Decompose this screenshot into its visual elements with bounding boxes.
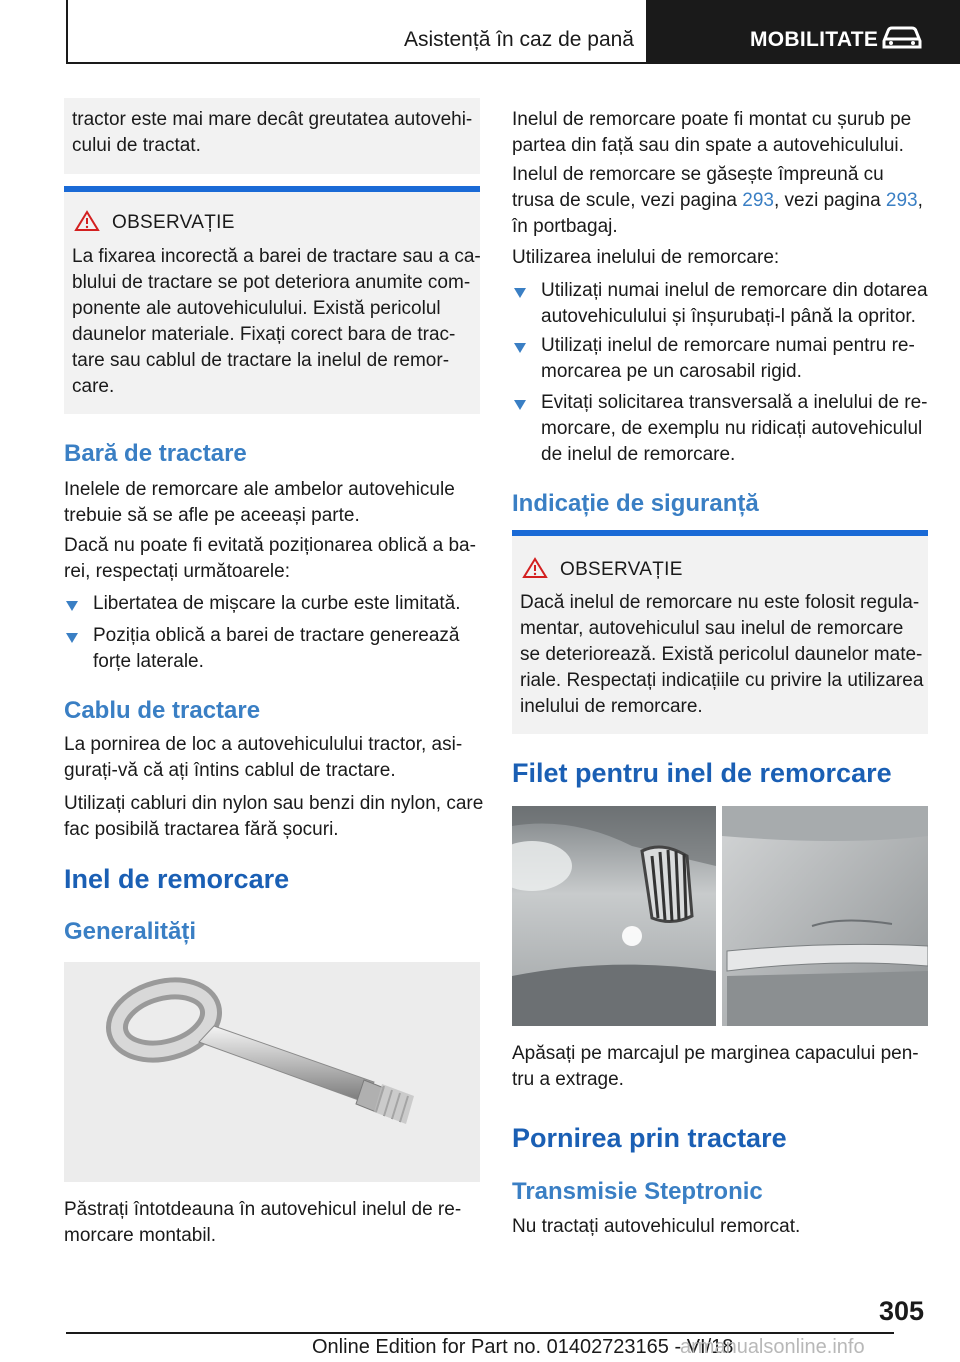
bara-p1-line: trebuie să se afle pe aceeași parte. xyxy=(64,505,360,526)
right-list-item: morcarea pe un carosabil rigid. xyxy=(541,361,802,382)
cablu-p1-line: gurați-vă că ați întins cablul de tractare. xyxy=(64,760,396,781)
warning2-line: inelului de remorcare. xyxy=(520,696,703,717)
bara-p1-line: Inelele de remorcare ale ambelor autovehicule xyxy=(64,479,455,500)
right-p1-line: Inelul de remorcare poate fi montat cu șurub pe xyxy=(512,109,912,130)
warning-title-2: OBSERVAȚIE xyxy=(560,559,683,580)
cablu-heading: Cablu de tractare xyxy=(64,697,261,724)
category-label: MOBILITATE xyxy=(750,28,879,51)
edition-text: Online Edition for Part no. 01402723165 - VI/18 xyxy=(312,1336,734,1358)
filet-caption-line: Apăsați pe marcajul pe marginea capacului pen- xyxy=(512,1043,919,1064)
bullet-triangle-icon xyxy=(66,633,78,643)
warning2-line: mentar, autovehiculul sau inelul de remorcare xyxy=(520,618,904,639)
warning1-line: care. xyxy=(72,376,115,397)
top-note-line-2: cului de tractat. xyxy=(72,135,201,156)
warning1-line: daunelor materiale. Fixați corect bara de trac- xyxy=(72,324,456,345)
generalitati-heading: Generalități xyxy=(64,918,197,945)
p2-text: , vezi pagina xyxy=(773,190,886,211)
page-link[interactable]: 293 xyxy=(742,190,774,211)
warning2-line: riale. Respectați indicațiile cu privire la utilizarea xyxy=(520,670,924,691)
right-p2-line: în portbagaj. xyxy=(512,216,618,237)
p2-text: trusa de scule, vezi pagina xyxy=(512,190,743,211)
filet-caption-line: tru a extrage. xyxy=(512,1069,624,1090)
cablu-p2-line: fac posibilă tractarea fără șocuri. xyxy=(64,819,339,840)
warning-icon xyxy=(74,210,100,232)
page-number: 305 xyxy=(878,1296,924,1326)
right-p2-line: Inelul de remorcare se găsește împreună cu xyxy=(512,164,884,185)
section-title: Asistență în caz de pană xyxy=(404,28,634,51)
warning-title-1: OBSERVAȚIE xyxy=(112,212,235,233)
header-section-box xyxy=(66,0,648,64)
right-p2-line-links xyxy=(512,188,923,213)
right-list-item: Evitați solicitarea transversală a inelului de re- xyxy=(541,392,928,413)
right-list-item: Utilizați numai inelul de remorcare din dotarea xyxy=(541,280,928,301)
bara-p2-line: rei, respectați următoarele: xyxy=(64,561,290,582)
inel-heading: Inel de remorcare xyxy=(64,864,290,894)
bumper-photo xyxy=(512,806,928,1026)
car-icon xyxy=(880,25,924,51)
filet-heading: Filet pentru inel de remorcare xyxy=(512,758,892,788)
right-p1-line: partea din față sau din spate a autovehiculului. xyxy=(512,135,904,156)
pornire-heading: Pornirea prin tractare xyxy=(512,1123,787,1153)
warning1-line: blului de tractare se pot deteriora anumite com- xyxy=(72,272,471,293)
right-p3: Utilizarea inelului de remorcare: xyxy=(512,247,780,268)
bara-p2-line: Dacă nu poate fi evitată poziționarea oblică a ba- xyxy=(64,535,476,556)
right-list-item: de inelul de remorcare. xyxy=(541,444,736,465)
footer-divider xyxy=(66,1332,894,1334)
bullet-triangle-icon xyxy=(514,400,526,410)
right-list-item: morcare, de exemplu nu ridicați autovehiculul xyxy=(541,418,923,439)
watermark: armanualsonline.info xyxy=(680,1336,865,1358)
right-list-item: Utilizați inelul de remorcare numai pentru re- xyxy=(541,335,915,356)
top-note-line-1: tractor este mai mare decât greutatea autovehi- xyxy=(72,109,473,130)
warning-icon xyxy=(522,557,548,579)
bara-list-item: Poziția oblică a barei de tractare generează xyxy=(93,625,460,646)
warning2-line: Dacă inelul de remorcare nu este folosit regula- xyxy=(520,592,920,613)
cablu-p2-line: Utilizați cabluri din nylon sau benzi din nylon, care xyxy=(64,793,484,814)
right-list-item: autovehiculului și înșurubați-l până la opritor. xyxy=(541,306,916,327)
warning1-line: tare sau cablul de tractare la inelul de remor- xyxy=(72,350,450,371)
steptronic-heading: Transmisie Steptronic xyxy=(512,1178,763,1205)
bara-list-item: forțe laterale. xyxy=(93,651,204,672)
bullet-triangle-icon xyxy=(66,601,78,611)
warning1-line: ponente ale autovehiculului. Există pericolul xyxy=(72,298,441,319)
header-category-tab[interactable] xyxy=(648,0,960,64)
inel-caption-line: Păstrați întotdeauna în autovehicul inelul de re- xyxy=(64,1199,462,1220)
cablu-p1-line: La pornirea de loc a autovehiculului tractor, asi- xyxy=(64,734,463,755)
bullet-triangle-icon xyxy=(514,343,526,353)
safety-heading: Indicație de siguranță xyxy=(512,490,759,517)
bara-heading: Bară de tractare xyxy=(64,440,247,467)
bara-list-item: Libertatea de mișcare la curbe este limitată. xyxy=(93,593,461,614)
tow-ring-image xyxy=(64,962,480,1182)
warning1-line: La fixarea incorectă a barei de tractare sau a ca- xyxy=(72,246,481,267)
page-link[interactable]: 293 xyxy=(885,190,918,211)
inel-caption-line: morcare montabil. xyxy=(64,1225,217,1246)
steptronic-text: Nu tractați autovehiculul remorcat. xyxy=(512,1216,801,1237)
warning2-line: se deteriorează. Există pericolul daunelor mate- xyxy=(520,644,923,665)
bullet-triangle-icon xyxy=(514,288,526,298)
p2-text: , xyxy=(917,190,923,211)
